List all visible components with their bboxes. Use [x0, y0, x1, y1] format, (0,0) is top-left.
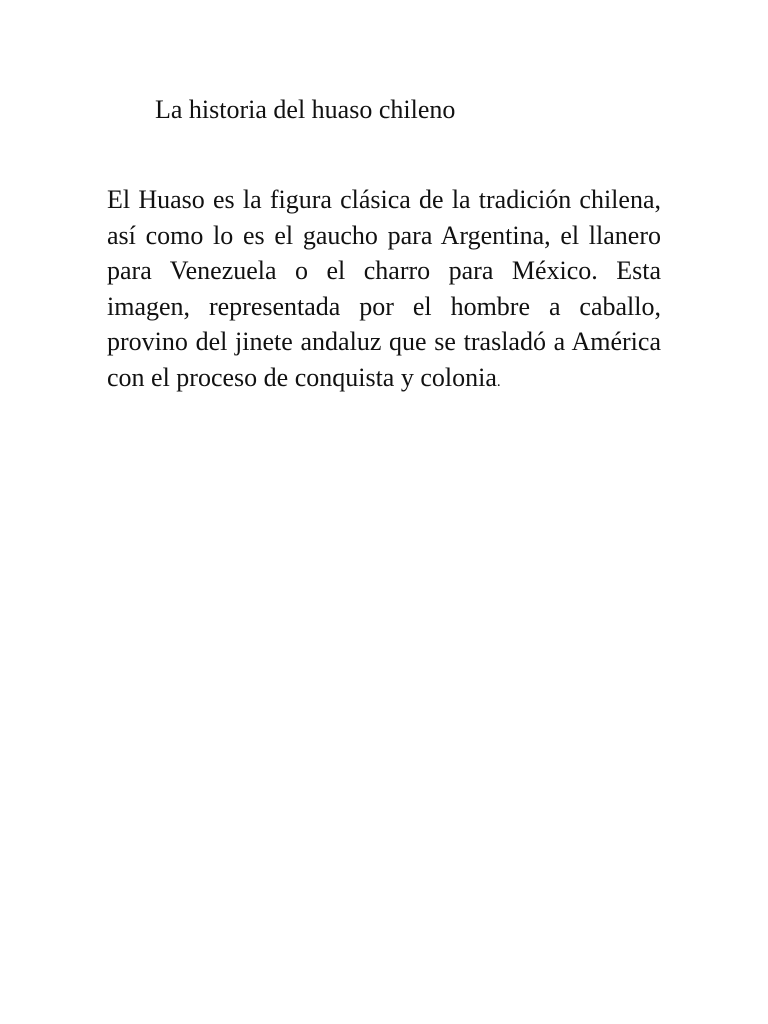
document-title: La historia del huaso chileno	[155, 95, 456, 124]
body-paragraph	[107, 182, 661, 400]
paragraph-final-period: .	[496, 373, 501, 390]
paragraph-text: El Huaso es la figura clásica de la tradición chilena, así como lo es el gaucho para Argentina, el llanero para Venezuela o el charro para México. Esta imagen, representada por el hombre a caballo, provino del jinete andaluz que se trasladó a América con el proceso de conquista y colonia	[107, 185, 661, 392]
